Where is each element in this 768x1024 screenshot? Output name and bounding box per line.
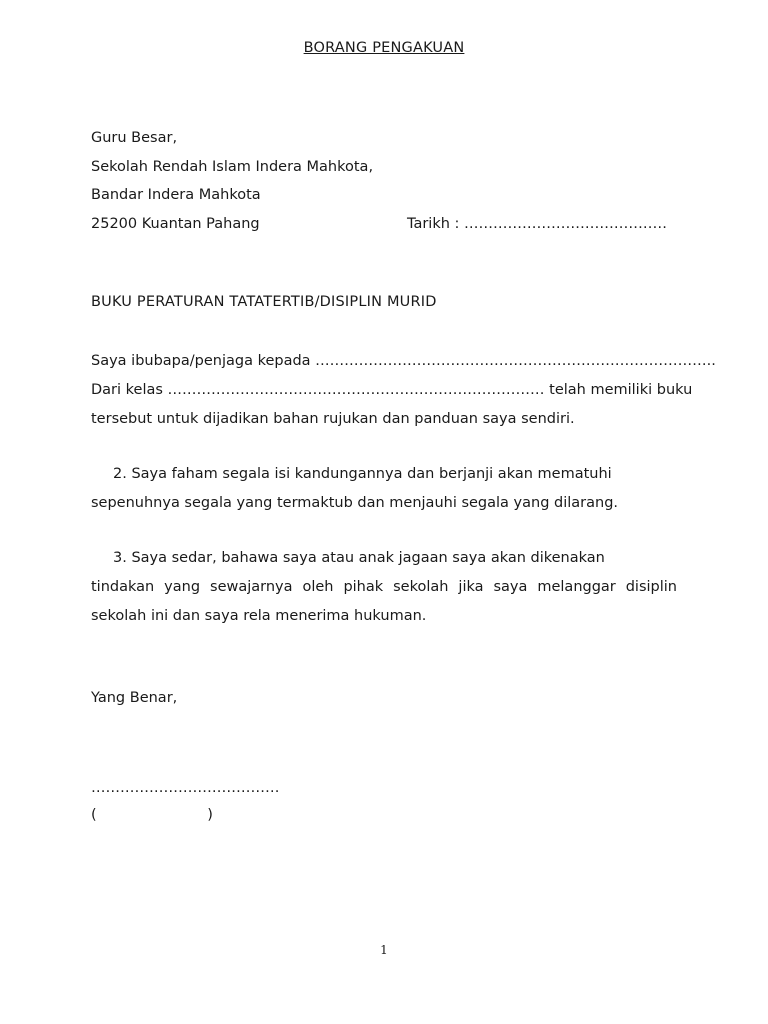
address-line-4: 25200 Kuantan Pahang [91, 215, 260, 232]
address-line-2: Sekolah Rendah Islam Indera Mahkota, [91, 158, 374, 175]
paragraph-3-line-1: 3. Saya sedar, bahawa saya atau anak jagaan saya akan dikenakan [113, 550, 605, 566]
paragraph-1-line-2: Dari kelas …………………………………………………………………… telah memiliki buku [91, 382, 693, 398]
paragraph-3-line-3: sekolah ini dan saya rela menerima hukuman. [91, 608, 427, 624]
date-field: Tarikh : …………………………………… [407, 215, 668, 232]
paragraph-3-line-2: tindakan yang sewajarnya oleh pihak sekolah jika saya melanggar disiplin [91, 579, 677, 595]
address-line-1: Guru Besar, [91, 130, 178, 146]
signature-name-field: ( ) [91, 807, 213, 823]
paragraph-3 [91, 544, 677, 631]
address-line-3: Bandar Indera Mahkota [91, 187, 261, 203]
signature-block [91, 775, 280, 829]
paragraph-1-line-1: Saya ibubapa/penjaga kepada ……………………………………………………………………….. [91, 353, 716, 369]
paragraph-2-line-2: sepenuhnya segala yang termaktub dan menjauhi segala yang dilarang. [91, 495, 619, 511]
address-line-4-row [91, 210, 691, 239]
recipient-address [91, 124, 691, 238]
signature-line: ………………………………… [91, 780, 280, 796]
paragraph-2-line-1: 2. Saya faham segala isi kandungannya dan berjanji akan mematuhi [113, 466, 612, 482]
page-number: 1 [380, 943, 388, 957]
closing-salutation: Yang Benar, [91, 690, 178, 706]
paragraph-1 [91, 347, 716, 434]
paragraph-2 [91, 460, 677, 518]
document-title: BORANG PENGAKUAN [303, 40, 465, 56]
paragraph-1-line-3: tersebut untuk dijadikan bahan rujukan dan panduan saya sendiri. [91, 411, 575, 427]
subject-heading: BUKU PERATURAN TATATERTIB/DISIPLIN MURID [91, 294, 437, 310]
